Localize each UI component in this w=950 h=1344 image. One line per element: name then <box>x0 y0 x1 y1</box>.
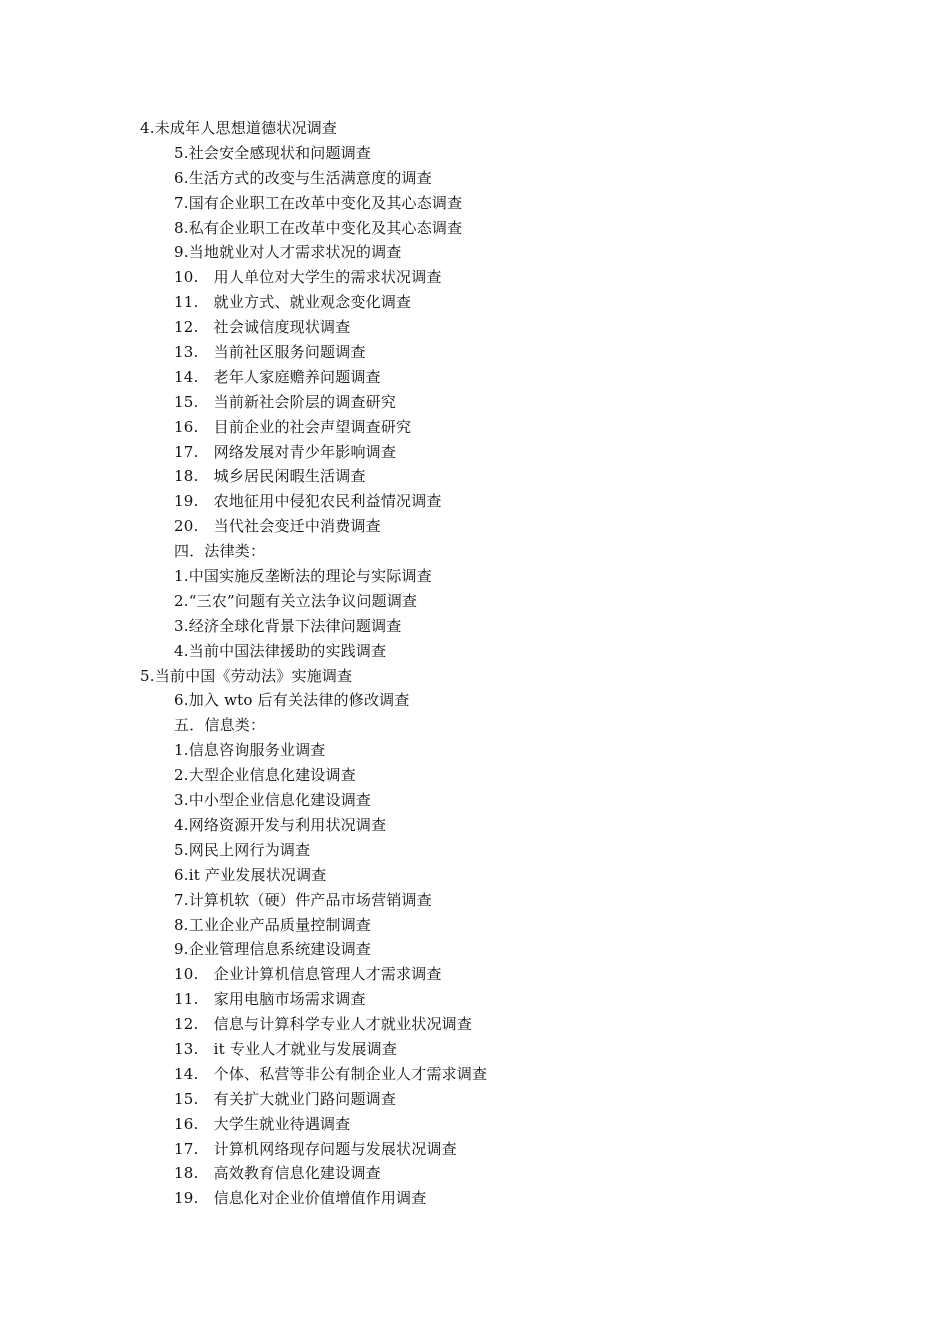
list-item: 1.中国实施反垄断法的理论与实际调查 <box>174 567 432 586</box>
list-item: 2.“三农”问题有关立法争议问题调查 <box>174 591 418 610</box>
list-item: 4.当前中国法律援助的实践调查 <box>174 641 387 660</box>
list-item: 7.国有企业职工在改革中变化及其心态调查 <box>174 193 463 212</box>
section-heading-law: 四．法律类： <box>174 542 266 561</box>
list-item: 12. 社会诚信度现状调查 <box>174 318 351 337</box>
list-item: 4.网络资源开发与利用状况调查 <box>174 815 387 834</box>
list-item: 7.计算机软（硬）件产品市场营销调查 <box>174 890 432 909</box>
list-item: 6.生活方式的改变与生活满意度的调查 <box>174 168 432 187</box>
list-item: 15. 当前新社会阶层的调查研究 <box>174 392 397 411</box>
list-item: 5.社会安全感现状和问题调查 <box>174 143 372 162</box>
list-item: 15. 有关扩大就业门路问题调查 <box>174 1089 397 1108</box>
survey-topic-list <box>0 116 950 1211</box>
list-item: 13. 当前社区服务问题调查 <box>174 343 366 362</box>
section-heading-information: 五．信息类： <box>174 716 266 735</box>
list-item: 17. 网络发展对青少年影响调查 <box>174 442 397 461</box>
list-item: 6.it 产业发展状况调查 <box>174 865 327 884</box>
list-item: 12. 信息与计算科学专业人才就业状况调查 <box>174 1015 473 1034</box>
list-item: 9.当地就业对人才需求状况的调查 <box>174 243 402 262</box>
list-item: 14. 老年人家庭赡养问题调查 <box>174 367 381 386</box>
list-item: 19. 信息化对企业价值增值作用调查 <box>174 1189 427 1208</box>
list-item: 6.加入 wto 后有关法律的修改调查 <box>174 691 410 710</box>
list-item: 19. 农地征用中侵犯农民利益情况调查 <box>174 492 442 511</box>
list-item: 4.未成年人思想道德状况调查 <box>140 119 338 137</box>
list-item: 11. 家用电脑市场需求调查 <box>174 990 366 1009</box>
list-item: 17. 计算机网络现存问题与发展状况调查 <box>174 1139 457 1158</box>
list-item: 10. 用人单位对大学生的需求状况调查 <box>174 268 442 287</box>
list-item: 14. 个体、私营等非公有制企业人才需求调查 <box>174 1064 488 1083</box>
list-item: 8.私有企业职工在改革中变化及其心态调查 <box>174 218 463 237</box>
list-item: 18. 城乡居民闲暇生活调查 <box>174 467 366 486</box>
list-item: 10. 企业计算机信息管理人才需求调查 <box>174 965 442 984</box>
list-item: 9.企业管理信息系统建设调查 <box>174 940 372 959</box>
list-item: 8.工业企业产品质量控制调查 <box>174 915 372 934</box>
list-item: 5.当前中国《劳动法》实施调查 <box>140 666 353 685</box>
list-item: 3.中小型企业信息化建设调查 <box>174 791 372 810</box>
list-item: 11. 就业方式、就业观念变化调查 <box>174 293 412 312</box>
list-item: 3.经济全球化背景下法律问题调查 <box>174 616 402 635</box>
list-item: 18. 高效教育信息化建设调查 <box>174 1164 381 1183</box>
list-item: 20. 当代社会变迁中消费调查 <box>174 517 381 536</box>
list-item: 13. it 专业人才就业与发展调查 <box>174 1039 398 1058</box>
list-item: 1.信息咨询服务业调查 <box>174 741 326 760</box>
list-item: 16. 大学生就业待遇调查 <box>174 1114 351 1133</box>
list-item: 16. 目前企业的社会声望调查研究 <box>174 417 412 436</box>
list-item: 5.网民上网行为调查 <box>174 840 311 859</box>
list-item: 2.大型企业信息化建设调查 <box>174 766 356 785</box>
